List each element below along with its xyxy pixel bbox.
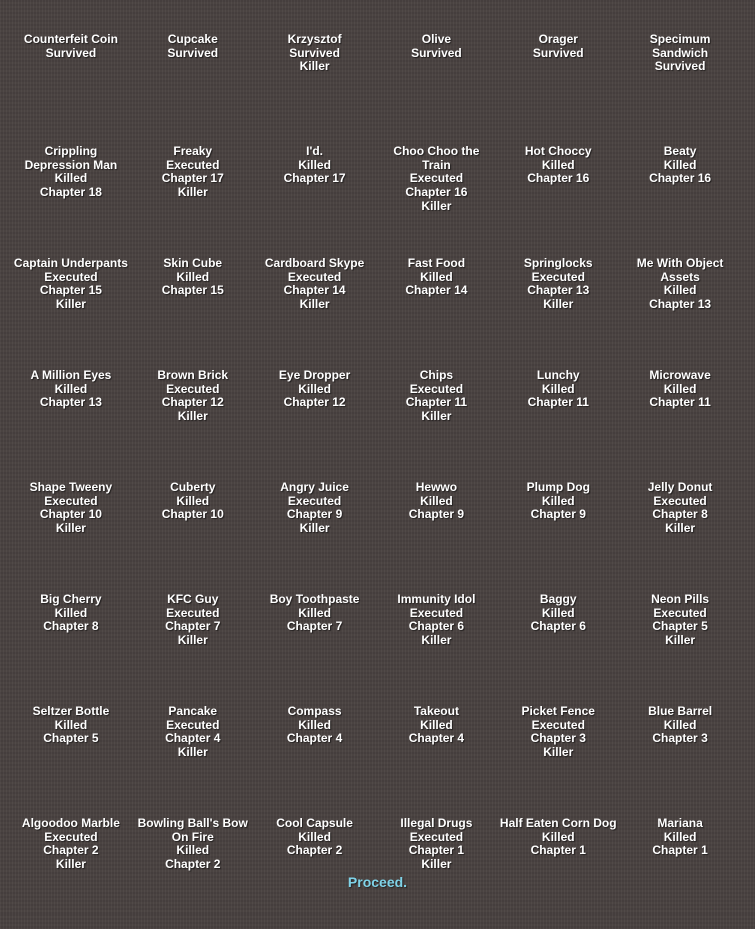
contestant-chapter: Chapter 6 xyxy=(408,619,465,634)
contestant-card xyxy=(254,593,376,705)
contestant-card xyxy=(376,145,498,257)
contestant-card xyxy=(619,481,741,593)
contestant-chapter: Chapter 9 xyxy=(530,507,586,522)
contestant-chapter: Chapter 8 xyxy=(43,619,99,634)
contestant-status: Executed xyxy=(287,493,342,508)
contestant-card xyxy=(619,33,741,145)
contestant-role: Killer xyxy=(177,409,208,424)
contestant-name: Angry Juice xyxy=(280,480,349,494)
contestant-status: Survived xyxy=(45,45,97,60)
contestant-status: Executed xyxy=(287,269,342,284)
contestant-card xyxy=(132,481,254,593)
contestant-role: Killer xyxy=(665,633,696,648)
contestant-role: Killer xyxy=(55,857,86,872)
contestant-card xyxy=(254,481,376,593)
contestant-card xyxy=(497,33,619,145)
contestant-chapter: Chapter 5 xyxy=(652,619,708,634)
contestant-name: Picket Fence xyxy=(521,704,595,718)
contestant-name: Hot Choccy xyxy=(524,144,592,158)
contestant-status: Killed xyxy=(54,171,88,186)
proceed-link[interactable]: Proceed. xyxy=(347,874,408,890)
contestant-status: Killed xyxy=(176,269,210,284)
contestant-chapter: Chapter 15 xyxy=(39,283,102,298)
contestant-chapter: Chapter 7 xyxy=(165,619,221,634)
contestant-status: Survived xyxy=(532,45,584,60)
contestant-chapter: Chapter 1 xyxy=(408,843,465,858)
contestant-chapter: Chapter 11 xyxy=(649,395,711,410)
contestant-chapter: Chapter 2 xyxy=(165,857,221,872)
contestant-card xyxy=(497,145,619,257)
contestant-chapter: Chapter 16 xyxy=(649,171,712,186)
contestant-name: KFC Guy xyxy=(167,592,219,606)
contestant-status: Killed xyxy=(663,283,697,298)
contestant-name: Half Eaten Corn Dog xyxy=(499,816,617,830)
contestant-chapter: Chapter 9 xyxy=(408,507,465,522)
contestant-chapter: Chapter 1 xyxy=(530,843,586,858)
contestant-chapter: Chapter 4 xyxy=(408,731,465,746)
contestant-card xyxy=(132,145,254,257)
contestant-status: Killed xyxy=(541,829,575,844)
contestant-chapter: Chapter 11 xyxy=(405,395,468,410)
contestant-name: A Million Eyes xyxy=(30,368,112,382)
contestant-status: Survived xyxy=(411,45,462,60)
contestant-name: Lunchy xyxy=(536,368,580,382)
contestant-role: Killer xyxy=(299,297,330,312)
contestant-name: Krzysztof xyxy=(287,32,342,46)
contestant-status: Executed xyxy=(409,605,464,620)
contestant-chapter: Chapter 15 xyxy=(161,283,224,298)
contestant-role: Killer xyxy=(543,297,574,312)
contestant-card xyxy=(376,593,498,705)
contestant-chapter: Chapter 18 xyxy=(39,185,102,200)
contestant-name: Jelly Donut xyxy=(647,480,713,494)
contestant-card xyxy=(376,257,498,369)
contestant-name: Plump Dog xyxy=(526,480,590,494)
contestant-card xyxy=(376,369,498,481)
contestant-chapter: Chapter 10 xyxy=(161,507,224,522)
contestant-name: Chips xyxy=(419,368,454,382)
contestant-name: Compass xyxy=(287,704,342,718)
contestant-chapter: Chapter 12 xyxy=(283,395,346,410)
contestant-card xyxy=(619,145,741,257)
contestant-card xyxy=(497,593,619,705)
contestant-name: Choo Choo the Train xyxy=(393,144,480,172)
contestant-role: Killer xyxy=(177,185,208,200)
contestant-name: Skin Cube xyxy=(163,256,223,270)
contestant-chapter: Chapter 3 xyxy=(652,731,708,746)
contestant-chapter: Chapter 13 xyxy=(649,297,712,312)
contestant-chapter: Chapter 7 xyxy=(286,619,343,634)
contestant-role: Killer xyxy=(421,409,452,424)
contestant-name: Big Cherry xyxy=(40,592,102,606)
contestant-name: Boy Toothpaste xyxy=(269,592,360,606)
contestant-status: Killed xyxy=(176,493,210,508)
contestant-name: I'd. xyxy=(306,144,323,158)
contestant-status: Killed xyxy=(663,829,697,844)
contestant-card xyxy=(497,481,619,593)
contestant-status: Killed xyxy=(541,605,575,620)
contestant-status: Executed xyxy=(409,171,464,186)
contestant-name: Eye Dropper xyxy=(278,368,351,382)
contestant-chapter: Chapter 13 xyxy=(527,283,590,298)
contestant-role: Killer xyxy=(421,198,452,213)
contestant-chapter: Chapter 14 xyxy=(405,283,468,298)
contestant-name: Pancake xyxy=(168,704,218,718)
contestant-card xyxy=(254,33,376,145)
contestant-status: Executed xyxy=(166,381,220,396)
contestant-status: Killed xyxy=(298,829,331,844)
contestant-card xyxy=(132,705,254,817)
contestant-name: Mariana xyxy=(657,816,703,830)
contestant-name: Specimum Sandwich xyxy=(649,32,711,60)
contestant-card xyxy=(497,705,619,817)
contestant-chapter: Chapter 4 xyxy=(165,731,221,746)
contestant-card xyxy=(497,369,619,481)
contestant-status: Killed xyxy=(54,381,88,396)
contestant-card xyxy=(10,481,132,593)
contestant-card xyxy=(619,817,741,929)
contestant-name: Olive xyxy=(421,32,452,46)
contestant-role: Killer xyxy=(55,297,86,312)
contestant-chapter: Chapter 5 xyxy=(43,731,99,746)
contestant-role: Killer xyxy=(543,745,574,760)
contestant-name: Me With Object Assets xyxy=(636,256,724,284)
contestant-name: Algoodoo Marble xyxy=(21,816,120,830)
contestant-chapter: Chapter 10 xyxy=(39,507,102,522)
contestant-card xyxy=(376,817,498,929)
contestant-card xyxy=(619,257,741,369)
contestant-name: Cupcake xyxy=(167,32,218,46)
contestant-chapter: Chapter 14 xyxy=(283,283,346,298)
contestant-status: Killed xyxy=(176,843,210,858)
contestant-role: Killer xyxy=(665,521,696,536)
contestant-status: Executed xyxy=(166,157,220,172)
contestant-card xyxy=(254,145,376,257)
contestant-name: Beaty xyxy=(663,144,697,158)
contestant-status: Killed xyxy=(663,381,697,396)
contestant-card xyxy=(376,705,498,817)
contestant-name: Immunity Idol xyxy=(397,592,476,606)
contestant-status: Executed xyxy=(166,717,220,732)
contestant-name: Seltzer Bottle xyxy=(32,704,110,718)
contestant-status: Killed xyxy=(420,717,453,732)
contestant-card xyxy=(10,145,132,257)
contestant-card xyxy=(10,369,132,481)
contestant-chapter: Chapter 6 xyxy=(530,619,586,634)
contestant-status: Executed xyxy=(166,605,220,620)
contestant-status: Executed xyxy=(44,493,98,508)
contestant-card xyxy=(132,593,254,705)
contestant-name: Takeout xyxy=(413,704,459,718)
contestant-status: Executed xyxy=(44,829,98,844)
contestant-role: Killer xyxy=(55,521,86,536)
contestant-name: Cool Capsule xyxy=(276,816,353,830)
contestant-card xyxy=(10,593,132,705)
contestant-chapter: Chapter 17 xyxy=(161,171,224,186)
contestant-name: Cardboard Skype xyxy=(264,256,365,270)
contestant-card xyxy=(254,369,376,481)
contestant-chapter: Chapter 8 xyxy=(652,507,708,522)
contestant-role: Killer xyxy=(421,633,452,648)
contestant-name: Baggy xyxy=(539,592,577,606)
contestant-chapter: Chapter 16 xyxy=(527,171,590,186)
contestant-card xyxy=(254,257,376,369)
contestant-chapter: Chapter 13 xyxy=(39,395,102,410)
contestant-status: Executed xyxy=(409,381,464,396)
contestant-chapter: Chapter 1 xyxy=(652,843,708,858)
contestant-chapter: Chapter 11 xyxy=(527,395,589,410)
contestant-role: Killer xyxy=(299,521,330,536)
contestant-name: Orager xyxy=(538,32,578,46)
contestant-chapter: Chapter 17 xyxy=(283,171,346,186)
contestant-name: Fast Food xyxy=(407,256,466,270)
contestant-name: Cuberty xyxy=(170,480,216,494)
contestant-status: Killed xyxy=(420,269,453,284)
contestant-card xyxy=(10,33,132,145)
contestant-card xyxy=(10,817,132,929)
contestant-name: Springlocks xyxy=(523,256,593,270)
contestant-grid xyxy=(10,33,741,929)
contestant-role: Killer xyxy=(299,59,330,74)
contestant-card xyxy=(619,593,741,705)
contestant-card xyxy=(132,369,254,481)
contestant-status: Killed xyxy=(298,157,331,172)
contestant-name: Illegal Drugs xyxy=(400,816,473,830)
contestant-role: Killer xyxy=(421,857,452,872)
contestant-name: Microwave xyxy=(649,368,711,382)
contestant-card xyxy=(376,33,498,145)
contestant-name: Hewwo xyxy=(415,480,458,494)
contestant-status: Executed xyxy=(653,493,707,508)
contestant-name: Crippling Depression Man xyxy=(24,144,118,172)
contestant-name: Bowling Ball's Bow On Fire xyxy=(137,816,248,844)
contestant-card xyxy=(497,257,619,369)
contestant-status: Executed xyxy=(531,717,585,732)
contestant-chapter: Chapter 2 xyxy=(43,843,99,858)
contestant-status: Executed xyxy=(44,269,98,284)
contestant-name: Neon Pills xyxy=(651,592,710,606)
contestant-chapter: Chapter 4 xyxy=(286,731,343,746)
contestant-card xyxy=(497,817,619,929)
contestant-status: Killed xyxy=(298,605,331,620)
contestant-status: Killed xyxy=(541,493,575,508)
contestant-card xyxy=(10,257,132,369)
contestant-role: Killer xyxy=(177,633,208,648)
contestant-status: Survived xyxy=(167,45,219,60)
contestant-chapter: Chapter 16 xyxy=(405,185,468,200)
contestant-card xyxy=(376,481,498,593)
contestant-card xyxy=(132,33,254,145)
contestant-status: Executed xyxy=(409,829,464,844)
contestant-status: Executed xyxy=(531,269,585,284)
contestant-role: Killer xyxy=(177,745,208,760)
contestant-chapter: Chapter 3 xyxy=(530,731,586,746)
contestant-status: Killed xyxy=(54,717,88,732)
contestant-status: Killed xyxy=(298,381,331,396)
contestant-card xyxy=(619,705,741,817)
contestant-status: Killed xyxy=(54,605,88,620)
contestant-status: Survived xyxy=(654,59,706,74)
contestant-chapter: Chapter 9 xyxy=(286,507,343,522)
contestant-name: Freaky xyxy=(173,144,213,158)
contestant-card xyxy=(254,705,376,817)
contestant-name: Brown Brick xyxy=(157,368,229,382)
contestant-status: Killed xyxy=(541,381,575,396)
contestant-card xyxy=(254,817,376,929)
contestant-status: Executed xyxy=(653,605,707,620)
contestant-card xyxy=(10,705,132,817)
contestant-name: Blue Barrel xyxy=(648,704,713,718)
contestant-card xyxy=(132,257,254,369)
contestant-chapter: Chapter 2 xyxy=(286,843,343,858)
contestant-name: Shape Tweeny xyxy=(29,480,113,494)
contestant-status: Killed xyxy=(541,157,575,172)
contestant-status: Killed xyxy=(298,717,331,732)
contestant-status: Killed xyxy=(420,493,453,508)
contestant-name: Counterfeit Coin xyxy=(23,32,118,46)
contestant-status: Killed xyxy=(663,717,697,732)
contestant-chapter: Chapter 12 xyxy=(161,395,224,410)
contestant-card xyxy=(132,817,254,929)
contestant-status: Survived xyxy=(289,45,340,60)
contestant-status: Killed xyxy=(663,157,697,172)
contestant-card xyxy=(619,369,741,481)
contestant-name: Captain Underpants xyxy=(13,256,128,270)
